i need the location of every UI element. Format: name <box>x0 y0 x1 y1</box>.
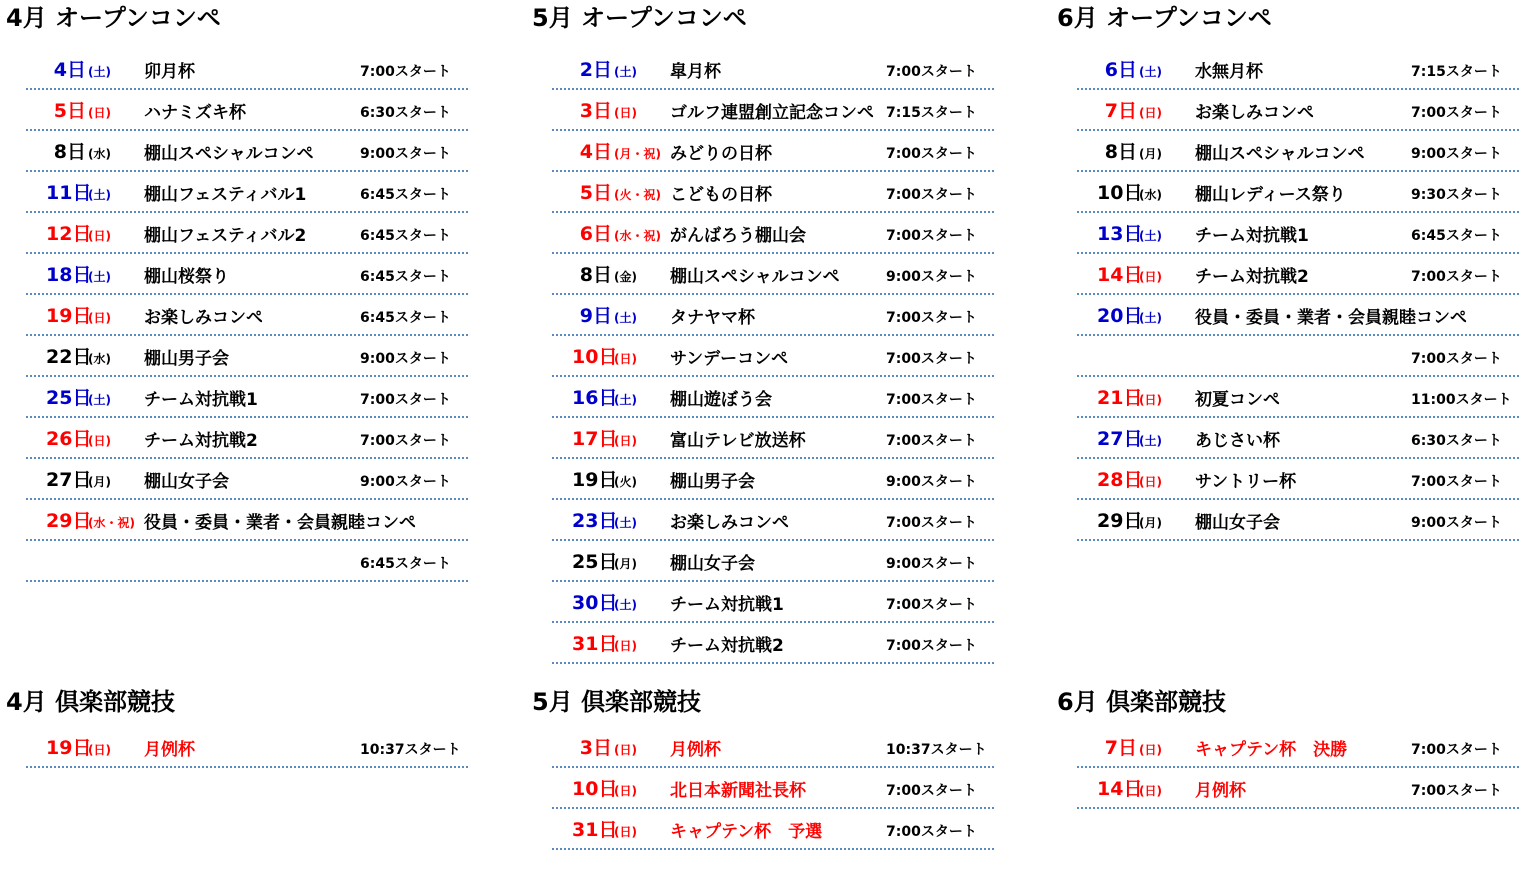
june-open-list <box>1077 50 1519 542</box>
day-of-week: (土) <box>614 516 637 530</box>
schedule-row <box>552 419 994 459</box>
schedule-row <box>552 255 994 295</box>
schedule-row <box>1077 728 1519 768</box>
schedule-row <box>1077 460 1519 500</box>
start-time: 7:00スタート <box>886 783 977 799</box>
start-time: 7:00スタート <box>886 515 977 531</box>
day-of-week: (日) <box>1139 393 1162 407</box>
day-number: 21日 <box>1097 387 1143 409</box>
schedule-row <box>26 255 468 295</box>
day-of-week: (土) <box>88 65 111 79</box>
schedule-row <box>1077 501 1519 541</box>
schedule-row <box>552 583 994 623</box>
day-of-week: (月・祝) <box>614 147 661 161</box>
event-name: チーム対抗戦1 <box>1195 226 1309 246</box>
day-number: 22日 <box>46 346 92 368</box>
day-of-week: (日) <box>1139 743 1162 757</box>
start-time: 9:00スタート <box>886 556 977 572</box>
start-time: 7:00スタート <box>360 433 451 449</box>
event-name: 富山テレビ放送杯 <box>670 431 806 451</box>
day-number: 13日 <box>1097 223 1143 245</box>
day-number: 6日 <box>1104 59 1137 81</box>
may-open-list <box>552 50 994 665</box>
schedule-row <box>26 337 468 377</box>
start-time: 6:45スタート <box>360 269 451 285</box>
day-number: 10日 <box>572 346 618 368</box>
event-name: チーム対抗戦1 <box>144 390 258 410</box>
day-of-week: (水) <box>1139 188 1162 202</box>
day-of-week: (日) <box>1139 784 1162 798</box>
schedule-row <box>26 501 468 541</box>
day-of-week: (土) <box>614 393 637 407</box>
schedule-row <box>1077 173 1519 213</box>
day-of-week: (日) <box>614 743 637 757</box>
day-number: 3日 <box>579 737 612 759</box>
schedule-row <box>552 728 994 768</box>
schedule-row <box>26 50 468 90</box>
event-name: サンデーコンペ <box>670 349 789 369</box>
start-time: 7:00スタート <box>886 351 977 367</box>
schedule-row <box>26 378 468 418</box>
event-name: 棚山女子会 <box>144 472 229 492</box>
schedule-row <box>1077 296 1519 336</box>
day-number: 8日 <box>53 141 86 163</box>
day-number: 6日 <box>579 223 612 245</box>
schedule-row <box>552 810 994 850</box>
event-name: 役員・委員・業者・会員親睦コンペ <box>1195 308 1467 328</box>
start-time: 6:45スタート <box>360 556 451 572</box>
day-of-week: (土) <box>614 311 637 325</box>
day-of-week: (日) <box>1139 475 1162 489</box>
schedule-row <box>1077 214 1519 254</box>
day-of-week: (日) <box>88 434 111 448</box>
start-time: 7:00スタート <box>360 392 451 408</box>
start-time: 9:00スタート <box>886 474 977 490</box>
day-of-week: (水・祝) <box>614 229 661 243</box>
event-name: こどもの日杯 <box>670 185 772 205</box>
day-of-week: (火) <box>614 475 637 489</box>
schedule-row <box>552 769 994 809</box>
day-number: 7日 <box>1104 100 1137 122</box>
event-name: 棚山遊ぼう会 <box>670 390 772 410</box>
schedule-row <box>26 296 468 336</box>
day-number: 20日 <box>1097 305 1143 327</box>
schedule-row <box>552 624 994 664</box>
april-open-list <box>26 50 468 583</box>
start-time: 7:00スタート <box>886 64 977 80</box>
event-name: ゴルフ連盟創立記念コンペ <box>670 103 874 123</box>
event-name: 棚山レディース祭り <box>1195 185 1346 205</box>
june-open-title: 6月 オープンコンペ <box>1057 4 1272 32</box>
day-number: 25日 <box>46 387 92 409</box>
event-name: 卯月杯 <box>144 62 195 82</box>
start-time: 7:00スタート <box>886 146 977 162</box>
schedule-row <box>552 460 994 500</box>
day-number: 19日 <box>46 305 92 327</box>
april-club-list <box>26 728 468 769</box>
day-number: 18日 <box>46 264 92 286</box>
start-time: 7:00スタート <box>886 638 977 654</box>
start-time: 9:00スタート <box>886 269 977 285</box>
day-number: 9日 <box>579 305 612 327</box>
event-name: サントリー杯 <box>1195 472 1297 492</box>
may-open-title: 5月 オープンコンペ <box>532 4 747 32</box>
day-number: 2日 <box>579 59 612 81</box>
day-number: 27日 <box>1097 428 1143 450</box>
start-time: 6:45スタート <box>360 228 451 244</box>
day-of-week: (金) <box>614 270 637 284</box>
day-of-week: (日) <box>614 784 637 798</box>
day-of-week: (土) <box>614 65 637 79</box>
start-time: 7:00スタート <box>886 310 977 326</box>
day-number: 29日 <box>46 510 92 532</box>
day-of-week: (土) <box>88 393 111 407</box>
start-time: 9:00スタート <box>360 474 451 490</box>
day-of-week: (日) <box>614 352 637 366</box>
day-number: 19日 <box>572 469 618 491</box>
start-time: 10:37スタート <box>360 742 461 758</box>
day-number: 19日 <box>46 737 92 759</box>
day-number: 5日 <box>579 182 612 204</box>
day-of-week: (土) <box>1139 434 1162 448</box>
event-name: キャプテン杯 決勝 <box>1195 740 1348 760</box>
day-number: 11日 <box>46 182 92 204</box>
start-time: 7:15スタート <box>1411 64 1502 80</box>
schedule-row <box>552 378 994 418</box>
day-number: 14日 <box>1097 264 1143 286</box>
event-name: 月例杯 <box>144 740 195 760</box>
schedule-row <box>26 91 468 131</box>
event-name: がんばろう棚山会 <box>670 226 806 246</box>
schedule-row <box>552 132 994 172</box>
schedule-row <box>552 91 994 131</box>
day-number: 26日 <box>46 428 92 450</box>
schedule-row <box>552 214 994 254</box>
event-name: 北日本新聞社長杯 <box>670 781 806 801</box>
start-time: 11:00スタート <box>1411 392 1512 408</box>
start-time: 6:45スタート <box>360 187 451 203</box>
start-time: 7:00スタート <box>886 597 977 613</box>
day-of-week: (土) <box>88 188 111 202</box>
schedule-row <box>1077 419 1519 459</box>
schedule-row <box>552 542 994 582</box>
start-time: 7:00スタート <box>1411 474 1502 490</box>
event-name: 棚山スペシャルコンペ <box>144 144 314 164</box>
event-name: 棚山スペシャルコンペ <box>1195 144 1365 164</box>
april-open-title: 4月 オープンコンペ <box>6 4 221 32</box>
event-name: 月例杯 <box>1195 781 1246 801</box>
event-name: あじさい杯 <box>1195 431 1280 451</box>
schedule-row <box>1077 91 1519 131</box>
schedule-row <box>1077 132 1519 172</box>
event-name: 棚山フェスティバル2 <box>144 226 307 246</box>
day-number: 7日 <box>1104 737 1137 759</box>
event-name: 棚山男子会 <box>670 472 755 492</box>
event-name: 月例杯 <box>670 740 721 760</box>
day-number: 8日 <box>579 264 612 286</box>
start-time: 7:00スタート <box>1411 269 1502 285</box>
schedule-row <box>552 337 994 377</box>
day-of-week: (水) <box>88 352 111 366</box>
schedule-row <box>26 214 468 254</box>
june-club-list <box>1077 728 1519 810</box>
start-time: 7:00スタート <box>1411 742 1502 758</box>
day-number: 31日 <box>572 819 618 841</box>
event-name: チーム対抗戦2 <box>670 636 784 656</box>
event-name: 棚山フェスティバル1 <box>144 185 307 205</box>
schedule-row <box>26 173 468 213</box>
schedule-row <box>552 296 994 336</box>
day-number: 10日 <box>1097 182 1143 204</box>
day-number: 12日 <box>46 223 92 245</box>
day-of-week: (土) <box>1139 311 1162 325</box>
event-name: お楽しみコンペ <box>144 308 263 328</box>
event-name: お楽しみコンペ <box>670 513 789 533</box>
april-club-title: 4月 倶楽部競技 <box>6 688 176 716</box>
start-time: 7:00スタート <box>886 228 977 244</box>
event-name: チーム対抗戦1 <box>670 595 784 615</box>
start-time: 7:00スタート <box>1411 105 1502 121</box>
day-number: 25日 <box>572 551 618 573</box>
event-name: ハナミズキ杯 <box>144 103 246 123</box>
day-of-week: (日) <box>88 311 111 325</box>
schedule-row <box>1077 50 1519 90</box>
schedule-row <box>1077 337 1519 377</box>
day-number: 3日 <box>579 100 612 122</box>
day-number: 16日 <box>572 387 618 409</box>
start-time: 7:00スタート <box>1411 783 1502 799</box>
day-of-week: (日) <box>614 434 637 448</box>
day-number: 31日 <box>572 633 618 655</box>
start-time: 6:30スタート <box>360 105 451 121</box>
day-of-week: (月) <box>614 557 637 571</box>
start-time: 7:00スタート <box>886 433 977 449</box>
day-of-week: (日) <box>88 229 111 243</box>
start-time: 6:45スタート <box>360 310 451 326</box>
event-name: キャプテン杯 予選 <box>670 822 823 842</box>
start-time: 7:00スタート <box>886 392 977 408</box>
day-of-week: (日) <box>614 639 637 653</box>
day-of-week: (土) <box>88 270 111 284</box>
event-name: 役員・委員・業者・会員親睦コンペ <box>144 513 416 533</box>
may-club-title: 5月 倶楽部競技 <box>532 688 702 716</box>
day-number: 10日 <box>572 778 618 800</box>
day-number: 4日 <box>579 141 612 163</box>
day-of-week: (日) <box>1139 106 1162 120</box>
event-name: 皐月杯 <box>670 62 721 82</box>
day-of-week: (水・祝) <box>88 516 135 530</box>
may-club-list <box>552 728 994 851</box>
day-number: 14日 <box>1097 778 1143 800</box>
start-time: 9:00スタート <box>360 351 451 367</box>
event-name: 初夏コンペ <box>1195 390 1280 410</box>
start-time: 6:30スタート <box>1411 433 1502 449</box>
event-name: チーム対抗戦2 <box>1195 267 1309 287</box>
schedule-row <box>552 173 994 213</box>
day-of-week: (日) <box>614 106 637 120</box>
day-number: 29日 <box>1097 510 1143 532</box>
schedule-row <box>26 460 468 500</box>
day-number: 4日 <box>53 59 86 81</box>
schedule-row <box>26 728 468 768</box>
start-time: 10:37スタート <box>886 742 987 758</box>
schedule-row <box>1077 769 1519 809</box>
start-time: 9:00スタート <box>1411 515 1502 531</box>
schedule-row <box>26 542 468 582</box>
start-time: 6:45スタート <box>1411 228 1502 244</box>
schedule-row <box>26 132 468 172</box>
day-number: 5日 <box>53 100 86 122</box>
start-time: 7:00スタート <box>886 824 977 840</box>
day-of-week: (日) <box>88 743 111 757</box>
start-time: 7:00スタート <box>360 64 451 80</box>
day-of-week: (土) <box>614 598 637 612</box>
schedule-row <box>1077 255 1519 295</box>
day-of-week: (日) <box>614 825 637 839</box>
day-of-week: (月) <box>88 475 111 489</box>
day-number: 28日 <box>1097 469 1143 491</box>
event-name: 棚山スペシャルコンペ <box>670 267 840 287</box>
start-time: 9:30スタート <box>1411 187 1502 203</box>
day-of-week: (日) <box>88 106 111 120</box>
event-name: お楽しみコンペ <box>1195 103 1314 123</box>
day-number: 8日 <box>1104 141 1137 163</box>
event-name: みどりの日杯 <box>670 144 772 164</box>
day-number: 17日 <box>572 428 618 450</box>
day-of-week: (月) <box>1139 147 1162 161</box>
event-name: 棚山桜祭り <box>144 267 229 287</box>
schedule-row <box>552 501 994 541</box>
june-club-title: 6月 倶楽部競技 <box>1057 688 1227 716</box>
start-time: 9:00スタート <box>1411 146 1502 162</box>
event-name: 水無月杯 <box>1195 62 1263 82</box>
schedule-row <box>1077 378 1519 418</box>
start-time: 7:00スタート <box>1411 351 1502 367</box>
schedule-row <box>26 419 468 459</box>
event-name: 棚山男子会 <box>144 349 229 369</box>
day-of-week: (土) <box>1139 65 1162 79</box>
day-of-week: (水) <box>88 147 111 161</box>
day-number: 27日 <box>46 469 92 491</box>
event-name: 棚山女子会 <box>670 554 755 574</box>
day-of-week: (日) <box>1139 270 1162 284</box>
day-of-week: (火・祝) <box>614 188 661 202</box>
day-of-week: (土) <box>1139 229 1162 243</box>
event-name: チーム対抗戦2 <box>144 431 258 451</box>
start-time: 7:15スタート <box>886 105 977 121</box>
event-name: タナヤマ杯 <box>670 308 755 328</box>
day-number: 23日 <box>572 510 618 532</box>
schedule-row <box>552 50 994 90</box>
event-name: 棚山女子会 <box>1195 513 1280 533</box>
start-time: 7:00スタート <box>886 187 977 203</box>
day-of-week: (月) <box>1139 516 1162 530</box>
day-number: 30日 <box>572 592 618 614</box>
start-time: 9:00スタート <box>360 146 451 162</box>
